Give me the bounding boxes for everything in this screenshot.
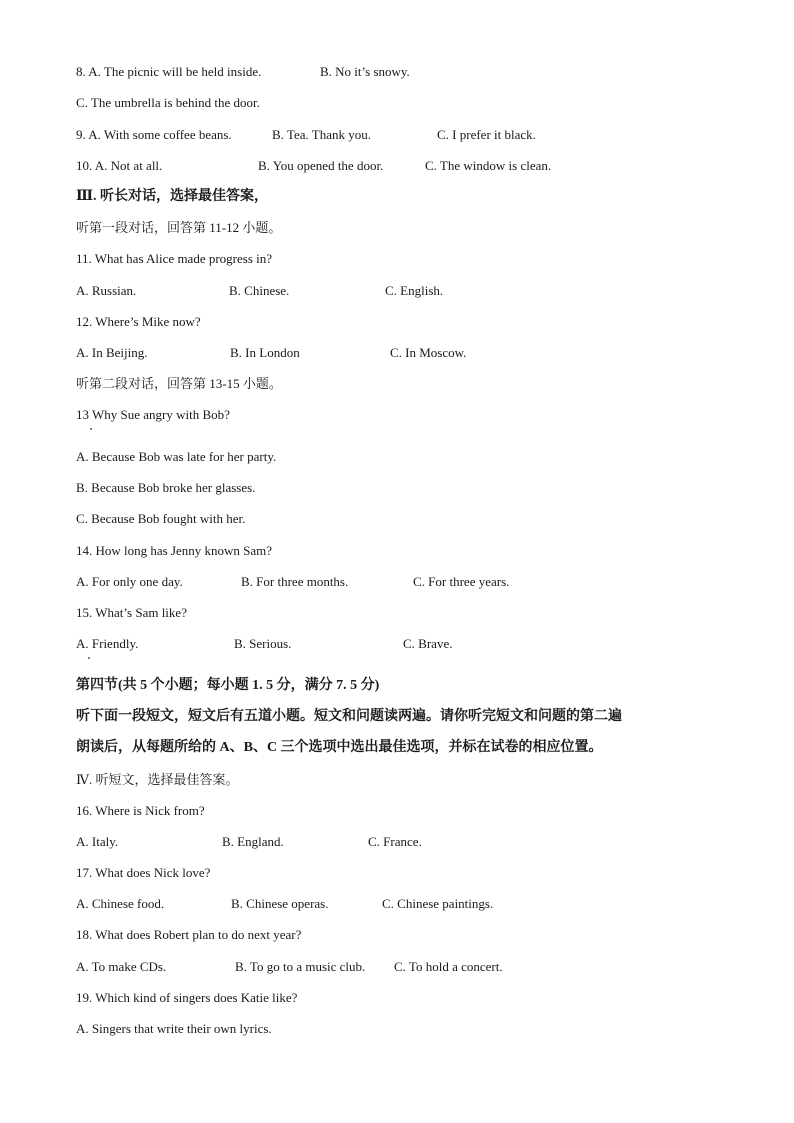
q10-option-a: 10. A. Not at all. xyxy=(76,158,163,173)
q16-question: 16. Where is Nick from? xyxy=(76,803,205,818)
q10-option-c: C. The window is clean. xyxy=(425,158,552,173)
q13-question: 13 Why Sue angry with Bob? xyxy=(76,407,230,422)
q11-option-b: B. Chinese. xyxy=(229,283,290,298)
q15-option-b: B. Serious. xyxy=(234,636,292,651)
q12-question: 12. Where’s Mike now? xyxy=(76,314,201,329)
q10-option-b: B. You opened the door. xyxy=(258,158,384,173)
q17-question: 17. What does Nick love? xyxy=(76,865,211,880)
q15-option-c: C. Brave. xyxy=(403,636,453,651)
q9-option-a: 9. A. With some coffee beans. xyxy=(76,127,232,142)
q8-option-a: 8. A. The picnic will be held inside. xyxy=(76,64,262,79)
section4-instruction-line1: 听下面一段短文，短文后有五道小题。短文和问题读两遍。请你听完短文和问题的第二遍 xyxy=(76,709,622,724)
speck-mark xyxy=(88,657,90,659)
q17-option-c: C. Chinese paintings. xyxy=(382,896,494,911)
q16-option-b: B. England. xyxy=(222,834,284,849)
q14-option-c: C. For three years. xyxy=(413,574,510,589)
q11-question: 11. What has Alice made progress in? xyxy=(76,251,273,266)
q13-option-a: A. Because Bob was late for her party. xyxy=(76,449,277,464)
q18-option-b: B. To go to a music club. xyxy=(235,959,366,974)
dialogue2-intro: 听第二段对话，回答第 13-15 小题。 xyxy=(76,376,282,391)
q8-option-b: B. No it’s snowy. xyxy=(320,64,410,79)
q9-option-b: B. Tea. Thank you. xyxy=(272,127,371,142)
q13-option-c: C. Because Bob fought with her. xyxy=(76,511,246,526)
q11-option-c: C. English. xyxy=(385,283,444,298)
q18-question: 18. What does Robert plan to do next year? xyxy=(76,927,302,942)
q17-option-b: B. Chinese operas. xyxy=(231,896,329,911)
q11-option-a: A. Russian. xyxy=(76,283,137,298)
q12-option-b: B. In London xyxy=(230,345,300,360)
q14-question: 14. How long has Jenny known Sam? xyxy=(76,543,273,558)
q12-option-c: C. In Moscow. xyxy=(390,345,467,360)
q8-option-c: C. The umbrella is behind the door. xyxy=(76,95,260,110)
q18-option-c: C. To hold a concert. xyxy=(394,959,503,974)
q19-option-a: A. Singers that write their own lyrics. xyxy=(76,1021,272,1036)
q14-option-a: A. For only one day. xyxy=(76,574,183,589)
q16-option-a: A. Italy. xyxy=(76,834,119,849)
q15-question: 15. What’s Sam like? xyxy=(76,605,187,620)
dialogue1-intro: 听第一段对话，回答第 11-12 小题。 xyxy=(76,220,282,235)
q9-option-c: C. I prefer it black. xyxy=(437,127,536,142)
section4-title: Ⅳ. 听短文，选择最佳答案。 xyxy=(76,772,239,787)
q19-question: 19. Which kind of singers does Katie like? xyxy=(76,990,298,1005)
section4-heading: 第四节(共 5 个小题；每小题 1. 5 分，满分 7. 5 分) xyxy=(76,678,380,693)
q12-option-a: A. In Beijing. xyxy=(76,345,148,360)
q18-option-a: A. To make CDs. xyxy=(76,959,167,974)
q13-option-b: B. Because Bob broke her glasses. xyxy=(76,480,256,495)
q15-option-a: A. Friendly. xyxy=(76,636,139,651)
q17-option-a: A. Chinese food. xyxy=(76,896,165,911)
q16-option-c: C. France. xyxy=(368,834,422,849)
section3-title: Ⅲ. 听长对话，选择最佳答案， xyxy=(76,189,269,204)
q14-option-b: B. For three months. xyxy=(241,574,349,589)
section4-instruction-line2: 朗读后，从每题所给的 A、B、C 三个选项中选出最佳选项，并标在试卷的相应位置。 xyxy=(76,740,603,755)
speck-mark xyxy=(90,428,92,430)
